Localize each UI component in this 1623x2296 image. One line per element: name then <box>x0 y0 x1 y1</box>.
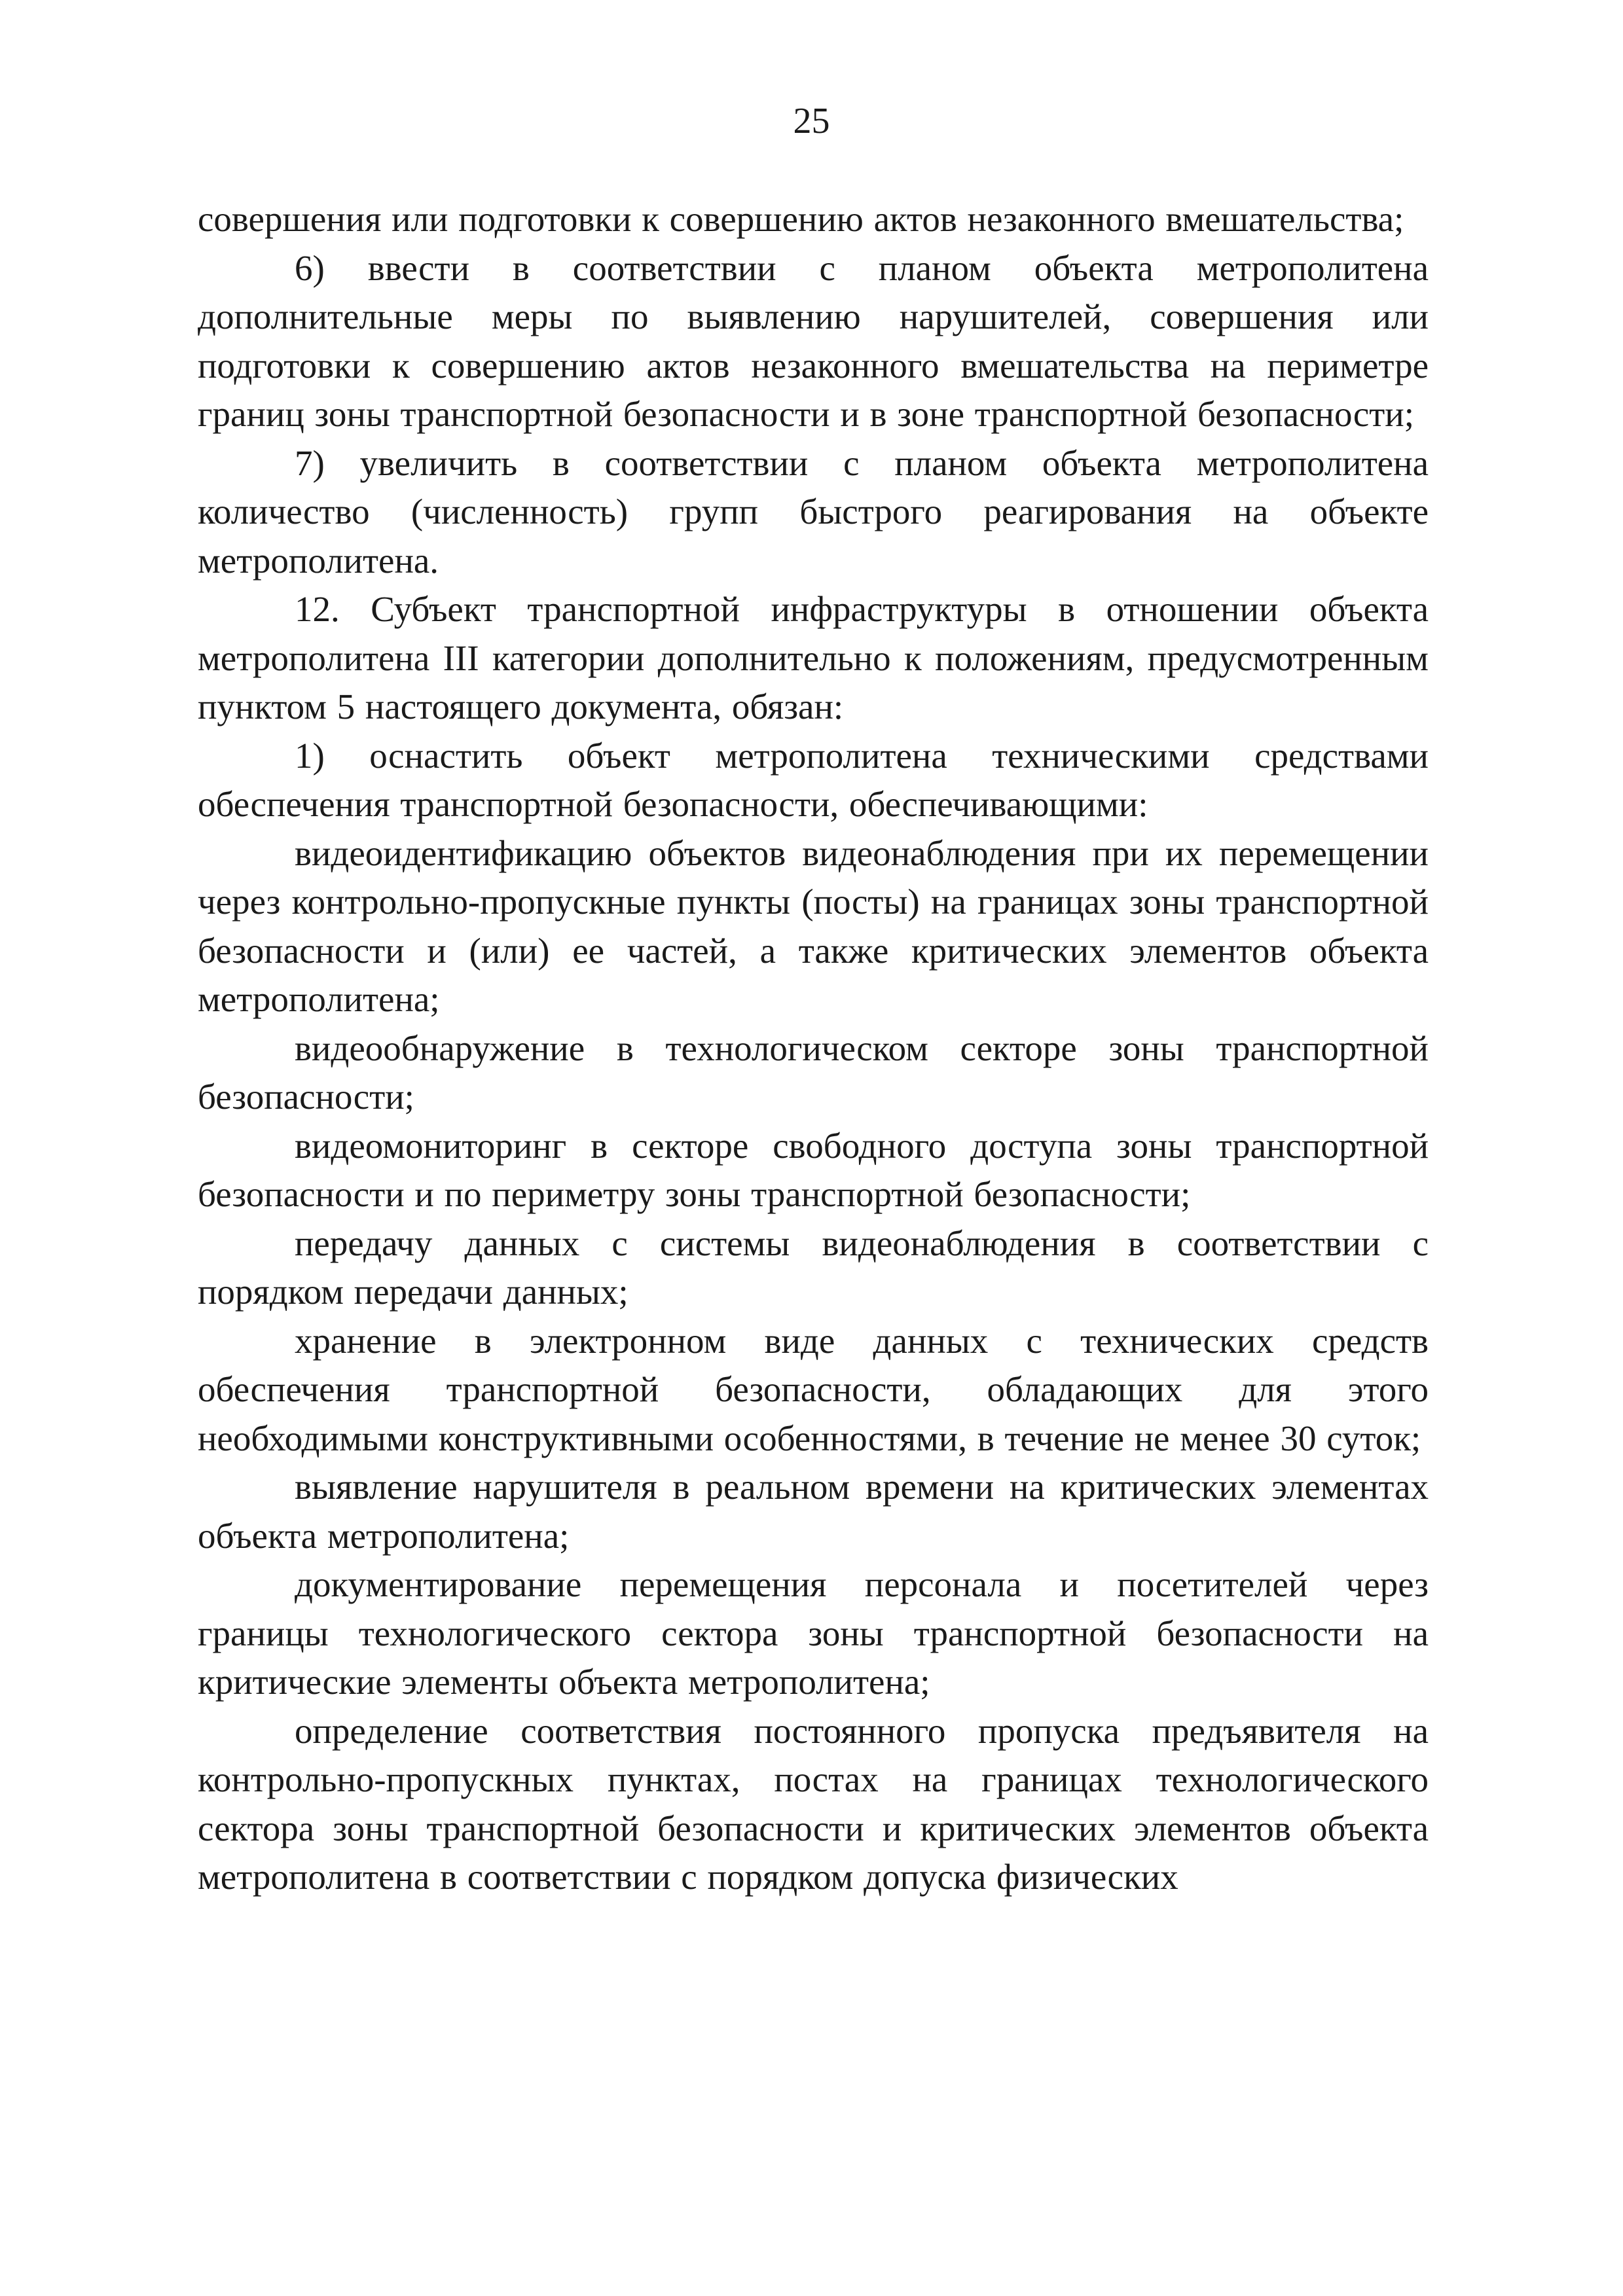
paragraph: выявление нарушителя в реальном времени на критических элементах объекта метрополитена; <box>198 1467 1429 1556</box>
paragraph: документирование перемещения персонала и посетителей через границы технологического сектора зоны транспортной безопасности на критические элементы объекта метрополитена; <box>198 1564 1429 1702</box>
paragraph: 1) оснастить объект метрополитена техническими средствами обеспечения транспортной безопасности, обеспечивающими: <box>198 735 1429 824</box>
paragraph: хранение в электронном виде данных с технических средств обеспечения транспортной безопасности, обладающих для этого необходимыми конструктивными особенностями, в течение не менее 30 суток; <box>198 1320 1429 1458</box>
paragraph: совершения или подготовки к совершению актов незаконного вмешательства; <box>198 199 1404 239</box>
paragraph: видеообнаружение в технологическом секторе зоны транспортной безопасности; <box>198 1028 1429 1117</box>
paragraph: определение соответствия постоянного пропуска предъявителя на контрольно-пропускных пунктах, постах на границах технологического сектора зоны транспортной безопасности и критических элементов объекта метрополитена в соответствии с порядком допуска физических <box>198 1710 1429 1897</box>
page-number: 25 <box>793 101 830 141</box>
document-body <box>198 195 1429 1902</box>
paragraph: видеомониторинг в секторе свободного доступа зоны транспортной безопасности и по периметру зоны транспортной безопасности; <box>198 1125 1429 1214</box>
paragraph: 6) ввести в соответствии с планом объекта метрополитена дополнительные меры по выявлению нарушителей, совершения или подготовки к совершению актов незаконного вмешательства на периметре границ зоны транспортной безопасности и в зоне транспортной безопасности; <box>198 247 1429 434</box>
paragraph: 7) увеличить в соответствии с планом объекта метрополитена количество (численность) групп быстрого реагирования на объекте метрополитена. <box>198 442 1429 581</box>
paragraph: 12. Субъект транспортной инфраструктуры в отношении объекта метрополитена III категории дополнительно к положениям, предусмотренным пунктом 5 настоящего документа, обязан: <box>198 589 1429 726</box>
paragraph: видеоидентификацию объектов видеонаблюдения при их перемещении через контрольно-пропускные пункты (посты) на границах зоны транспортной безопасности и (или) ее частей, а также критических элементов объекта метрополитена; <box>198 833 1429 1019</box>
paragraph: передачу данных с системы видеонаблюдения в соответствии с порядком передачи данных; <box>198 1223 1429 1312</box>
